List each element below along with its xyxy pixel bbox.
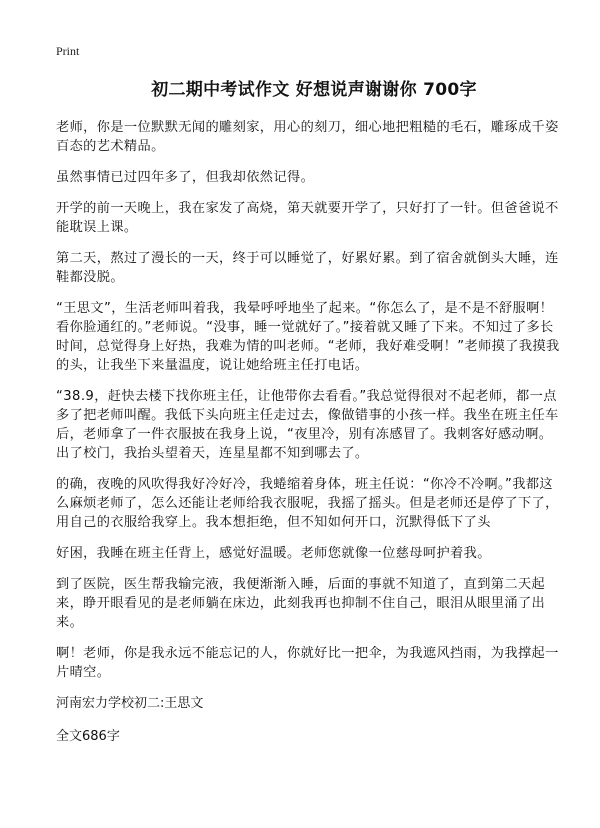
paragraph-1: 老师，你是一位默默无闻的雕刻家，用心的刻刀，细心地把粗糙的毛石，雕琢成千姿百态的艺术精品。 xyxy=(56,120,559,154)
paragraph-7: 的确，夜晚的风吹得我好冷好冷，我蜷缩着身体，班主任说：“你冷不冷啊。”我都这么麻烦老师了，怎么还能让老师给我衣服呢，我摇了摇头。但是老师还是停了下了，用自己的衣服给我穿上。我本想拒绝，但不知如何开口，沉默得低下了头 xyxy=(56,477,559,530)
paragraph-6: “38.9，赶快去楼下找你班主任，让他带你去看看。”我总觉得很对不起老师，都一点多了把老师叫醒。我低下头向班主任走过去，像做错事的小孩一样。我坐在班主任车后，老师拿了一件衣服披在我身上说，“夜里冷，别有冻感冒了。我刺客好感动啊。出了校门，我抬头望着天，连星星都不知到哪去了。 xyxy=(56,389,559,461)
paragraph-9: 到了医院，医生帮我输完液，我便渐渐入睡，后面的事就不知道了，直到第二天起来，睁开眼看见的是老师躺在床边，此刻我再也抑制不住自己，眼泪从眼里涌了出来。 xyxy=(56,577,546,630)
print-label: Print xyxy=(56,44,80,58)
author-signature: 河南宏力学校初二:王思文 xyxy=(56,696,204,711)
paragraph-10: 啊！老师，你是我永远不能忘记的人，你就好比一把伞，为我遮风挡雨，为我撑起一片晴空。 xyxy=(56,646,559,680)
article-title: 初二期中考试作文 好想说声谢谢你 700字 xyxy=(151,80,477,100)
word-count: 全文686字 xyxy=(56,729,120,744)
paragraph-3: 开学的前一天晚上，我在家发了高烧，第天就要开学了，只好打了一针。但爸爸说不能耽误上课。 xyxy=(56,201,559,235)
paragraph-4: 第二天，熬过了漫长的一天，终于可以睡觉了，好累好累。到了宿舍就倒头大睡，连鞋都没脱。 xyxy=(56,251,559,285)
paragraph-5: “王思文”，生活老师叫着我，我晕呼呼地坐了起来。“你怎么了，是不是不舒服啊！看你脸通红的。”老师说。“没事，睡一觉就好了。”接着就又睡了下来。不知过了多长时间，总觉得身上好热，我难为情的叫老师。“老师，我好难受啊！”老师摸了我摸我的头，让我坐下来量温度，说让她给班主任打电话。 xyxy=(56,301,560,373)
paragraph-2: 虽然事情已过四年多了，但我却依然记得。 xyxy=(56,170,315,185)
paragraph-8: 好困，我睡在班主任背上，感觉好温暖。老师您就像一位慈母呵护着我。 xyxy=(56,546,491,561)
